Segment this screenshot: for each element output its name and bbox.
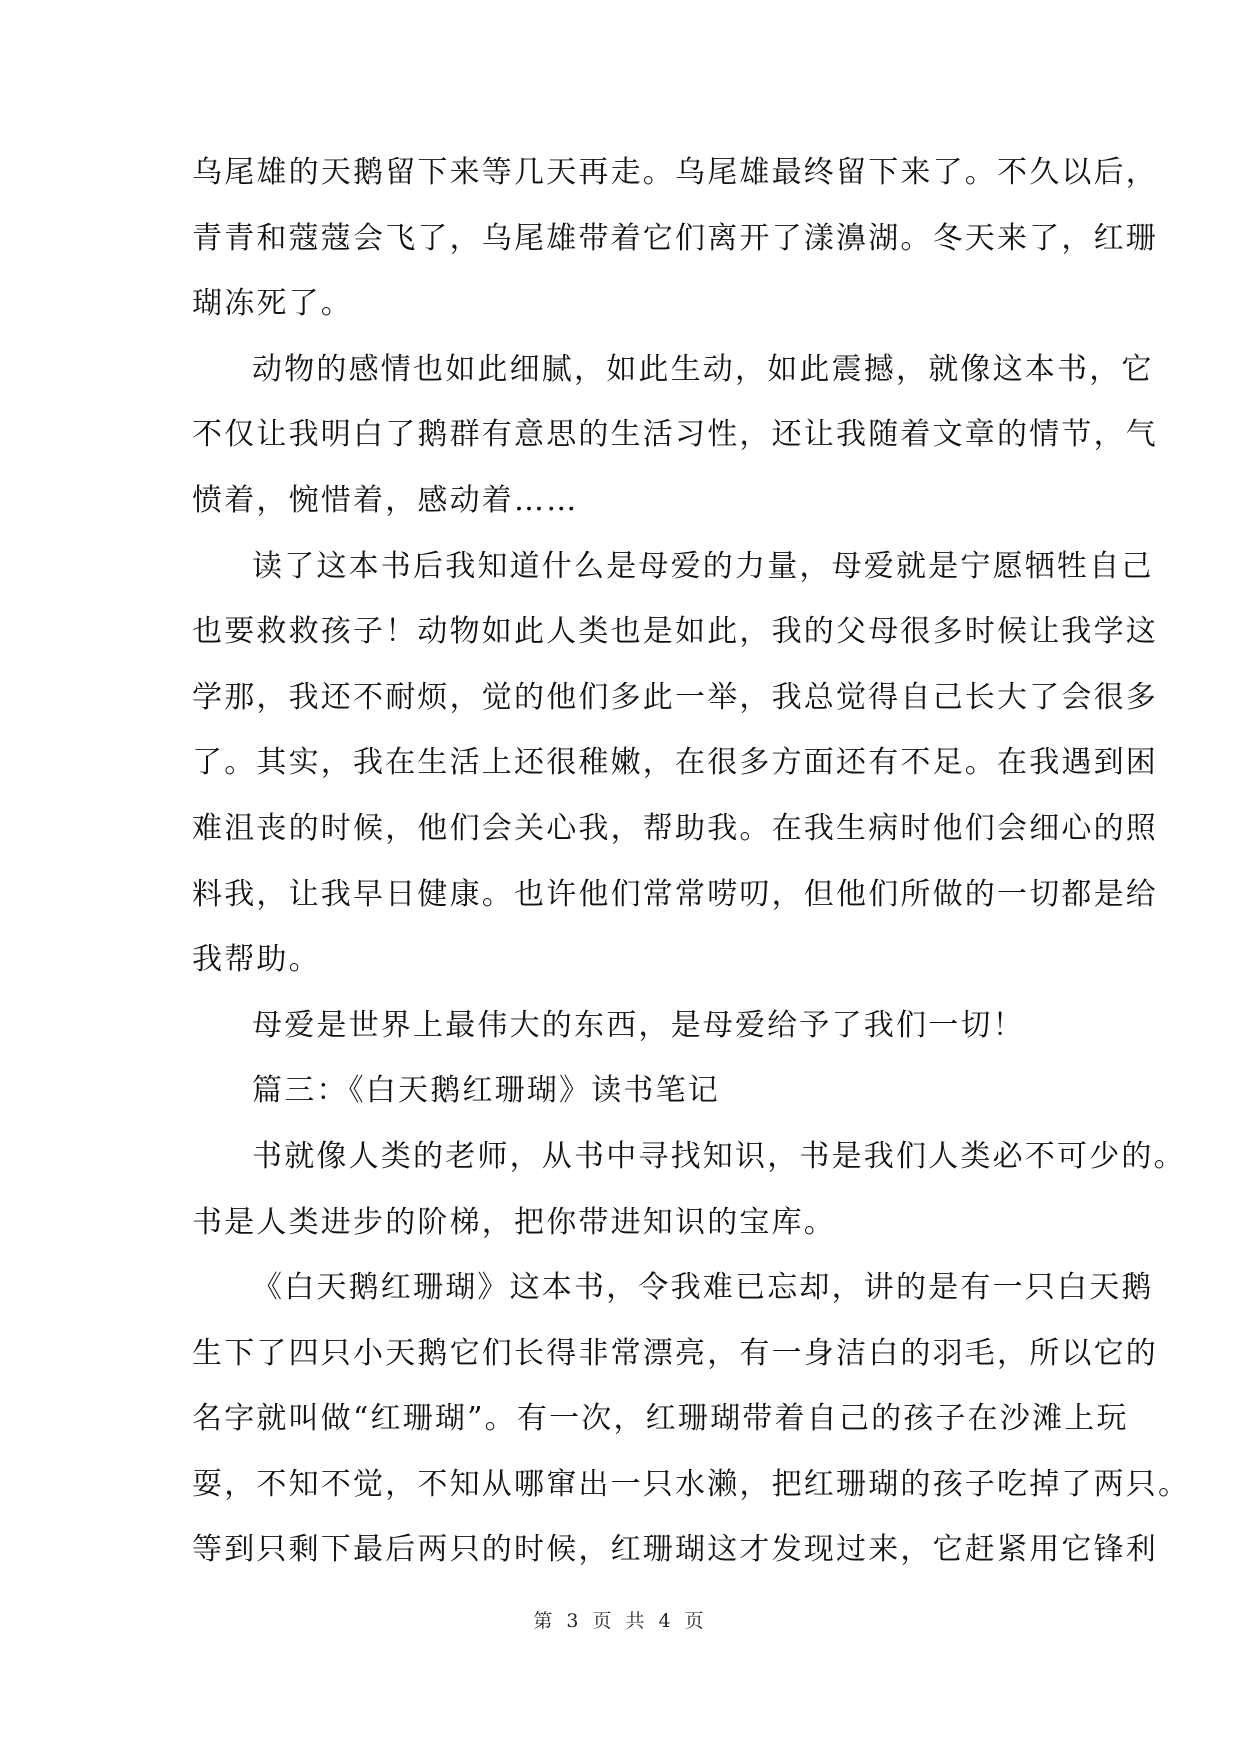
paragraph xyxy=(192,337,1158,534)
text-line: 料我，让我早日健康。也许他们常常唠叨，但他们所做的一切都是给 xyxy=(192,876,1158,912)
text-line: 难沮丧的时候，他们会关心我，帮助我。在我生病时他们会细心的照 xyxy=(192,810,1158,846)
text-line: 名字就叫做“红珊瑚”。有一次，红珊瑚带着自己的孩子在沙滩上玩 xyxy=(192,1401,1129,1437)
text-line: 书是人类进步的阶梯，把你带进知识的宝库。 xyxy=(192,1204,836,1240)
text-line: 青青和蔻蔻会飞了，乌尾雄带着它们离开了漾濞湖。冬天来了，红珊 xyxy=(192,220,1158,256)
text-line: 篇三：《白天鹅红珊瑚》读书笔记 xyxy=(252,1073,720,1109)
paragraph xyxy=(192,140,1158,337)
document-body xyxy=(192,140,1191,1583)
text-line: 我帮助。 xyxy=(192,942,321,978)
text-line: 书就像人类的老师，从书中寻找知识，书是我们人类必不可少的。 xyxy=(252,1138,1186,1174)
text-line: 也要救救孩子！动物如此人类也是如此，我的父母很多时候让我学这 xyxy=(192,614,1158,650)
text-line: 不仅让我明白了鹅群有意思的生活习性，还让我随着文章的情节，气 xyxy=(192,417,1158,453)
section-heading xyxy=(192,1058,1050,1124)
text-line: 愤着，惋惜着，感动着…… xyxy=(192,482,579,518)
text-line: 生下了四只小天鹅它们长得非常漂亮，有一身洁白的羽毛，所以它的 xyxy=(192,1335,1158,1371)
page-number-footer: 第 3 页 共 4 页 xyxy=(533,1610,708,1632)
text-line: 了。其实，我在生活上还很稚嫩，在很多方面还有不足。在我遇到困 xyxy=(192,745,1158,781)
paragraph xyxy=(192,534,1158,993)
text-line: 等到只剩下最后两只的时候，红珊瑚这才发现过来，它赶紧用它锋利 xyxy=(192,1532,1158,1568)
text-line: 母爱是世界上最伟大的东西，是母爱给予了我们一切！ xyxy=(252,1007,1025,1043)
paragraph xyxy=(192,1255,1191,1583)
text-line: 读了这本书后我知道什么是母爱的力量，母爱就是宁愿牺牲自己 xyxy=(252,548,1154,584)
text-line: 乌尾雄的天鹅留下来等几天再走。乌尾雄最终留下来了。不久以后， xyxy=(192,155,1158,190)
text-line: 瑚冻死了。 xyxy=(192,286,353,322)
text-line: 耍，不知不觉，不知从哪窜出一只水濑，把红珊瑚的孩子吃掉了两只。 xyxy=(192,1466,1191,1502)
text-line: 《白天鹅红珊瑚》这本书，令我难已忘却，讲的是有一只白天鹅 xyxy=(252,1270,1154,1306)
text-line: 动物的感情也如此细腻，如此生动，如此震撼，就像这本书，它 xyxy=(252,351,1154,387)
text-line: 学那，我还不耐烦，觉的他们多此一举，我总觉得自己长大了会很多 xyxy=(192,679,1158,715)
paragraph xyxy=(192,1124,1186,1255)
paragraph xyxy=(192,993,1050,1059)
